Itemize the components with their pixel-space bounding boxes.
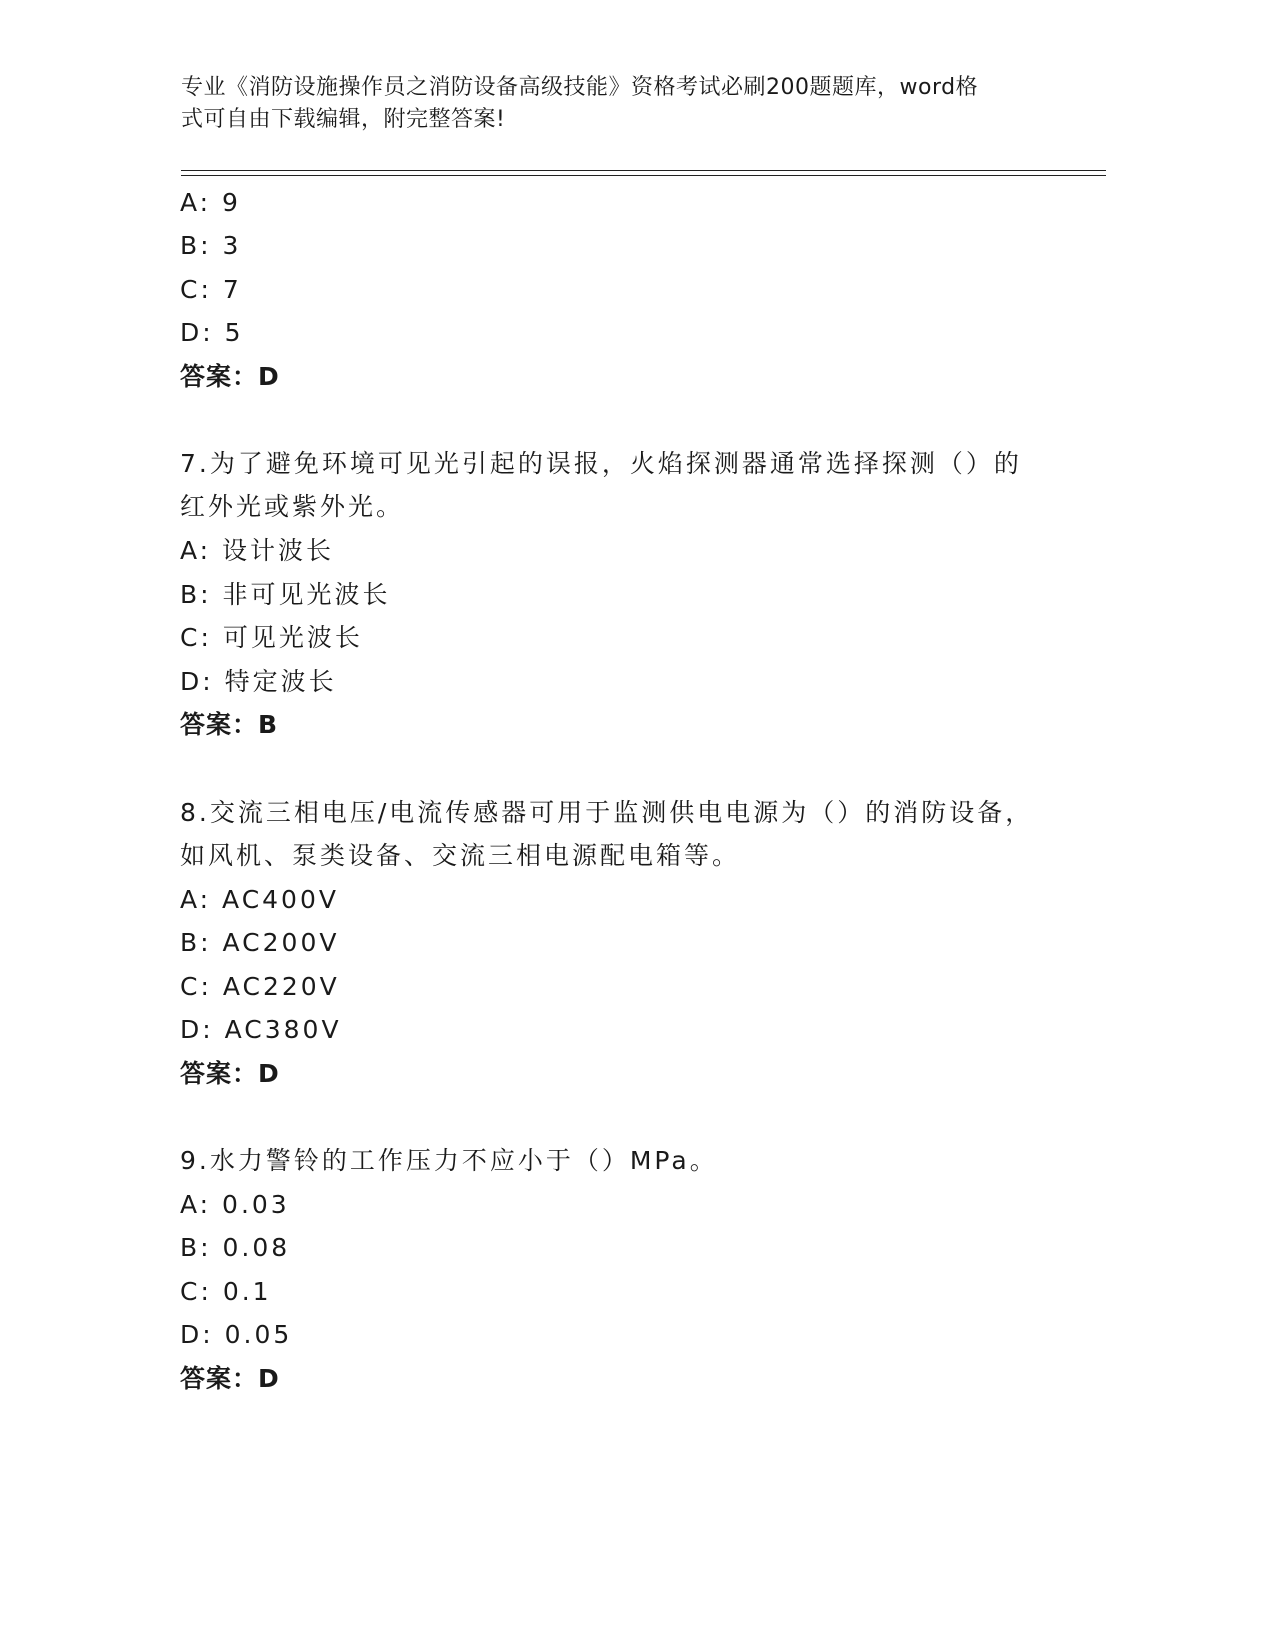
q8-option-c: C: AC220V	[180, 972, 340, 1001]
prev-option-d: D: 5	[180, 318, 244, 347]
q8-stem-line-1: 8.交流三相电压/电流传感器可用于监测供电电源为（）的消防设备，	[180, 798, 1034, 827]
q8-option-a: A: AC400V	[180, 885, 339, 914]
q8-option-b: B: AC200V	[180, 928, 340, 957]
q9-stem-line-1: 9.水力警铃的工作压力不应小于（）MPa。	[180, 1146, 718, 1175]
q9-option-a: A: 0.03	[180, 1190, 290, 1219]
q9-option-d: D: 0.05	[180, 1320, 293, 1349]
q9-option-b: B: 0.08	[180, 1233, 291, 1262]
prev-option-c: C: 7	[180, 275, 242, 304]
prev-option-b: B: 3	[180, 231, 242, 260]
header-note	[181, 72, 1041, 136]
q8-option-d: D: AC380V	[180, 1015, 342, 1044]
q7-option-a: A: 设计波长	[180, 536, 335, 565]
q8-answer: 答案：D	[180, 1059, 280, 1088]
q7-stem-line-1: 7.为了避免环境可见光引起的误报，火焰探测器通常选择探测（）的	[180, 449, 1022, 478]
prev-answer: 答案：D	[180, 362, 280, 391]
q7-option-d: D: 特定波长	[180, 667, 337, 696]
q8-stem-line-2: 如风机、泵类设备、交流三相电源配电箱等。	[180, 841, 741, 870]
header-note-line-2: 式可自由下载编辑，附完整答案!	[181, 107, 506, 132]
q7-option-b: B: 非可见光波长	[180, 580, 391, 609]
q7-answer: 答案：B	[180, 710, 279, 739]
q9-option-c: C: 0.1	[180, 1277, 272, 1306]
prev-option-a: A: 9	[180, 188, 241, 217]
q7-option-c: C: 可见光波长	[180, 623, 363, 652]
q9-answer: 答案：D	[180, 1364, 280, 1393]
header-divider-bottom	[181, 175, 1106, 176]
q7-stem-line-2: 红外光或紫外光。	[180, 492, 405, 521]
header-note-line-1: 专业《消防设施操作员之消防设备高级技能》资格考试必刷200题题库，word格	[181, 75, 979, 100]
header-divider-top	[181, 170, 1106, 171]
